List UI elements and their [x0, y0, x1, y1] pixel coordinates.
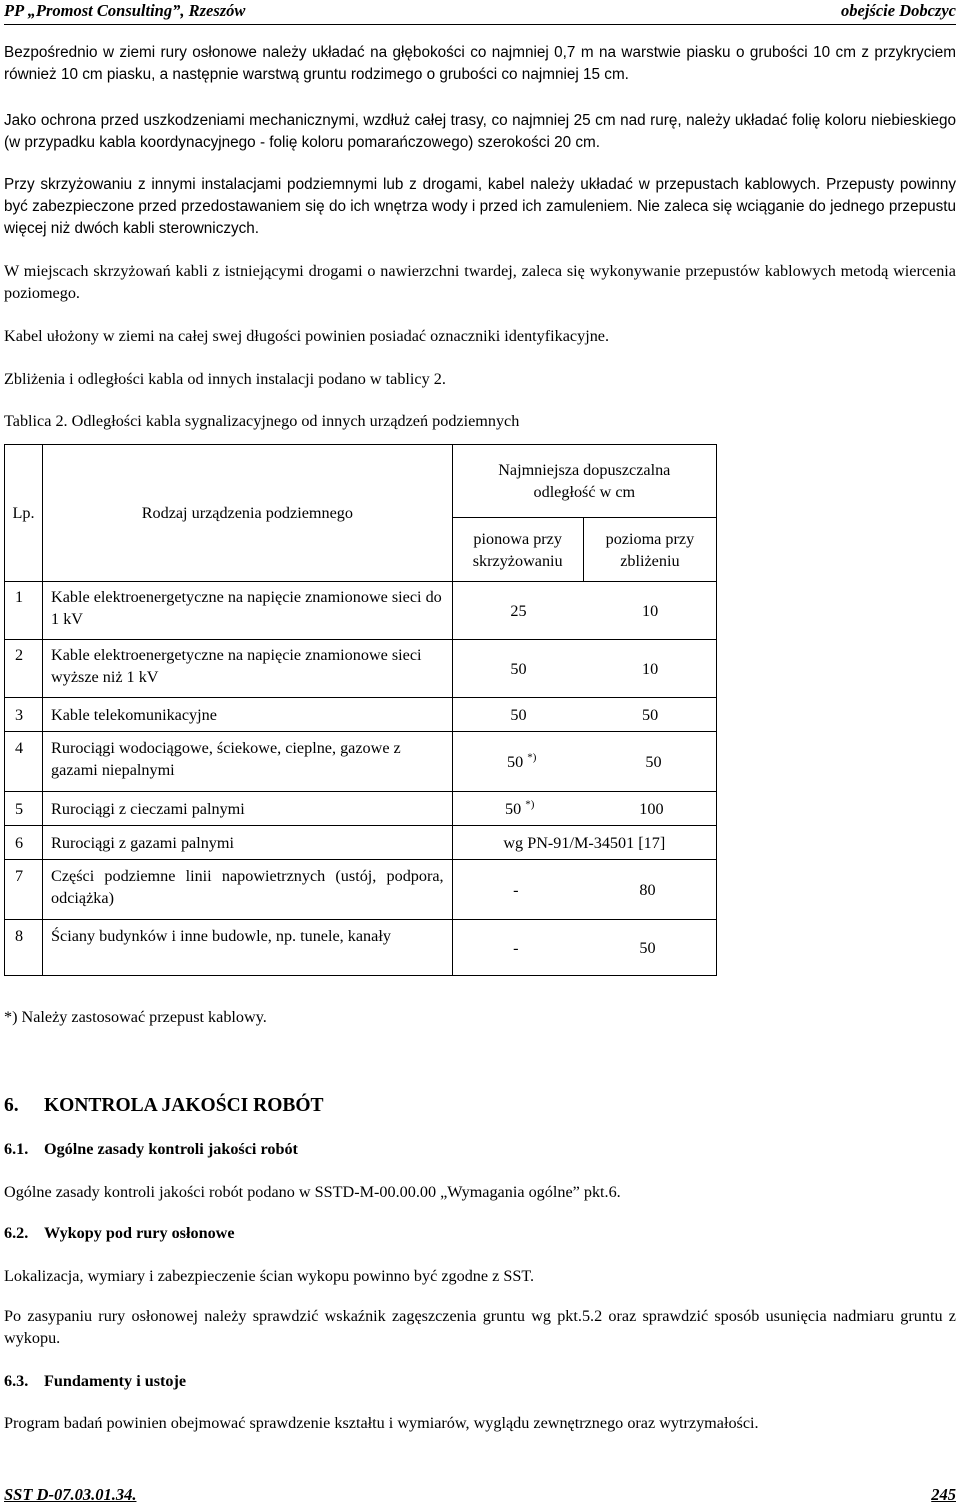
- row-vertical: 50: [507, 752, 524, 771]
- table-row: [5, 860, 717, 920]
- row-horizontal: 50: [642, 705, 659, 724]
- subsection-number: 6.3.: [4, 1372, 29, 1390]
- row-lp: 8: [5, 920, 43, 976]
- row-lp: 3: [5, 698, 43, 732]
- header-project: obejście Dobczyc: [841, 1, 956, 20]
- row-lp: 6: [5, 826, 43, 860]
- paragraph-6: Zbliżenia i odległości kabla od innych instalacji podano w tablicy 2.: [4, 370, 446, 388]
- paragraph-1: Bezpośrednio w ziemi rury osłonowe należy układać na głębokości co najmniej 0,7 m na warstwie piasku o grubości 10 cm z przykryciem również 10 cm piasku, a następnie warstwą gruntu rodzimego o grubości co najmniej 15 cm.: [4, 44, 956, 83]
- paragraph-2: Jako ochrona przed uszkodzeniami mechanicznymi, wzdłuż całej trasy, co najmniej 25 cm nad rurę, należy układać folię koloru niebieskiego (w przypadku kabla koordynacyjnego - folię koloru pomarańczowego) szerokości 20 cm.: [4, 112, 956, 151]
- page-footer: [4, 1484, 956, 1506]
- row-vertical: -: [513, 938, 519, 957]
- section-number: 6.: [4, 1095, 19, 1116]
- row-vertical: 50: [510, 705, 527, 724]
- row-horizontal: 50: [639, 938, 656, 957]
- subsection-title: Ogólne zasady kontroli jakości robót: [44, 1140, 298, 1158]
- footnote-marker: *): [527, 751, 537, 764]
- table-row: [5, 826, 717, 860]
- row-horizontal: 80: [639, 880, 656, 899]
- row-desc: Rurociągi z gazami palnymi: [43, 826, 453, 860]
- row-horizontal: 10: [642, 601, 659, 620]
- row-vertical: 25: [510, 601, 527, 620]
- page-number: 245: [931, 1485, 956, 1504]
- row-lp: 5: [5, 792, 43, 826]
- row-vertical: 50: [505, 799, 522, 818]
- section-heading: [4, 1093, 324, 1119]
- table-row: [5, 698, 717, 732]
- header-vertical: pionowa przy skrzyżowaniu: [452, 518, 583, 582]
- subsection-title: Fundamenty i ustoje: [44, 1372, 187, 1390]
- table-row: [5, 640, 717, 698]
- row-vertical: 50: [510, 659, 527, 678]
- row-desc: Ściany budynków i inne budowle, np. tunele, kanały: [43, 920, 453, 976]
- row-vertical: -: [513, 880, 519, 899]
- subsection-number: 6.1.: [4, 1140, 29, 1158]
- row-lp: 7: [5, 860, 43, 920]
- header-min-distance: Najmniejsza dopuszczalna odległość w cm: [452, 445, 716, 518]
- table-row: [5, 732, 717, 792]
- subsection-heading: [4, 1222, 235, 1244]
- section-title: KONTROLA JAKOŚCI ROBÓT: [44, 1095, 324, 1116]
- row-lp: 2: [5, 640, 43, 698]
- row-lp: 1: [5, 582, 43, 640]
- subsection-number: 6.2.: [4, 1224, 29, 1242]
- subsection-heading: [4, 1138, 298, 1160]
- header-type: Rodzaj urządzenia podziemnego: [43, 445, 453, 582]
- row-desc: Rurociągi z cieczami palnymi: [43, 792, 453, 826]
- section-text: Ogólne zasady kontroli jakości robót podano w SSTD-M-00.00.00 „Wymagania ogólne” pkt.6.: [4, 1183, 621, 1201]
- header-horizontal: pozioma przy zbliżeniu: [583, 518, 716, 582]
- page-header: [4, 0, 956, 25]
- header-company: PP „Promost Consulting”, Rzeszów: [4, 1, 246, 20]
- row-standard-ref: wg PN-91/M-34501 [17]: [452, 826, 716, 860]
- subsection-title: Wykopy pod rury osłonowe: [44, 1224, 235, 1242]
- table-caption: Tablica 2. Odległości kabla sygnalizacyjnego od innych urządzeń podziemnych: [4, 412, 520, 430]
- header-lp: Lp.: [5, 445, 43, 582]
- row-desc: Kable telekomunikacyjne: [43, 698, 453, 732]
- row-horizontal: 100: [639, 799, 664, 818]
- section-text: Program badań powinien obejmować sprawdzenie kształtu i wymiarów, wyglądu zewnętrznego oraz wytrzymałości.: [4, 1414, 759, 1432]
- row-desc: Części podziemne linii napowietrznych (ustój, podpora, odciążka): [43, 860, 453, 920]
- row-desc: Kable elektroenergetyczne na napięcie znamionowe sieci wyższe niż 1 kV: [43, 640, 453, 698]
- row-desc: Kable elektroenergetyczne na napięcie znamionowe sieci do 1 kV: [43, 582, 453, 640]
- table-row: [5, 920, 717, 976]
- paragraph-4: W miejscach skrzyżowań kabli z istniejącymi drogami o nawierzchni twardej, zaleca się wykonywanie przepustów kablowych metodą wiercenia poziomego.: [4, 262, 956, 302]
- row-desc: Rurociągi wodociągowe, ściekowe, cieplne, gazowe z gazami niepalnymi: [43, 732, 453, 792]
- table-row: [5, 792, 717, 826]
- paragraph-5: Kabel ułożony w ziemi na całej swej długości powinien posiadać oznaczniki identyfikacyjne.: [4, 327, 610, 345]
- footer-spec-id: SST D-07.03.01.34.: [4, 1485, 137, 1504]
- footnote-marker: *): [525, 798, 535, 811]
- row-horizontal: 50: [645, 752, 662, 771]
- distances-table: [4, 444, 717, 976]
- table-footnote: *) Należy zastosować przepust kablowy.: [4, 1008, 267, 1026]
- row-horizontal: 10: [642, 659, 659, 678]
- section-text: Po zasypaniu rury osłonowej należy sprawdzić wskaźnik zagęszczenia gruntu wg pkt.5.2 oraz sprawdzić sposób usunięcia nadmiaru gruntu z wykopu.: [4, 1307, 956, 1347]
- paragraph-3: Przy skrzyżowaniu z innymi instalacjami podziemnymi lub z drogami, kabel należy układać w przepustach kablowych. Przepusty powinny być zabezpieczone przed przedostawaniem się do ich wnętrza wody i przed ich zamuleniem. Nie zaleca się wciąganie do jednego przepustu więcej niż dwóch kabli sterowniczych.: [4, 176, 956, 237]
- table-row: [5, 582, 717, 640]
- row-lp: 4: [5, 732, 43, 792]
- subsection-heading: [4, 1370, 186, 1392]
- section-text: Lokalizacja, wymiary i zabezpieczenie ścian wykopu powinno być zgodne z SST.: [4, 1267, 535, 1285]
